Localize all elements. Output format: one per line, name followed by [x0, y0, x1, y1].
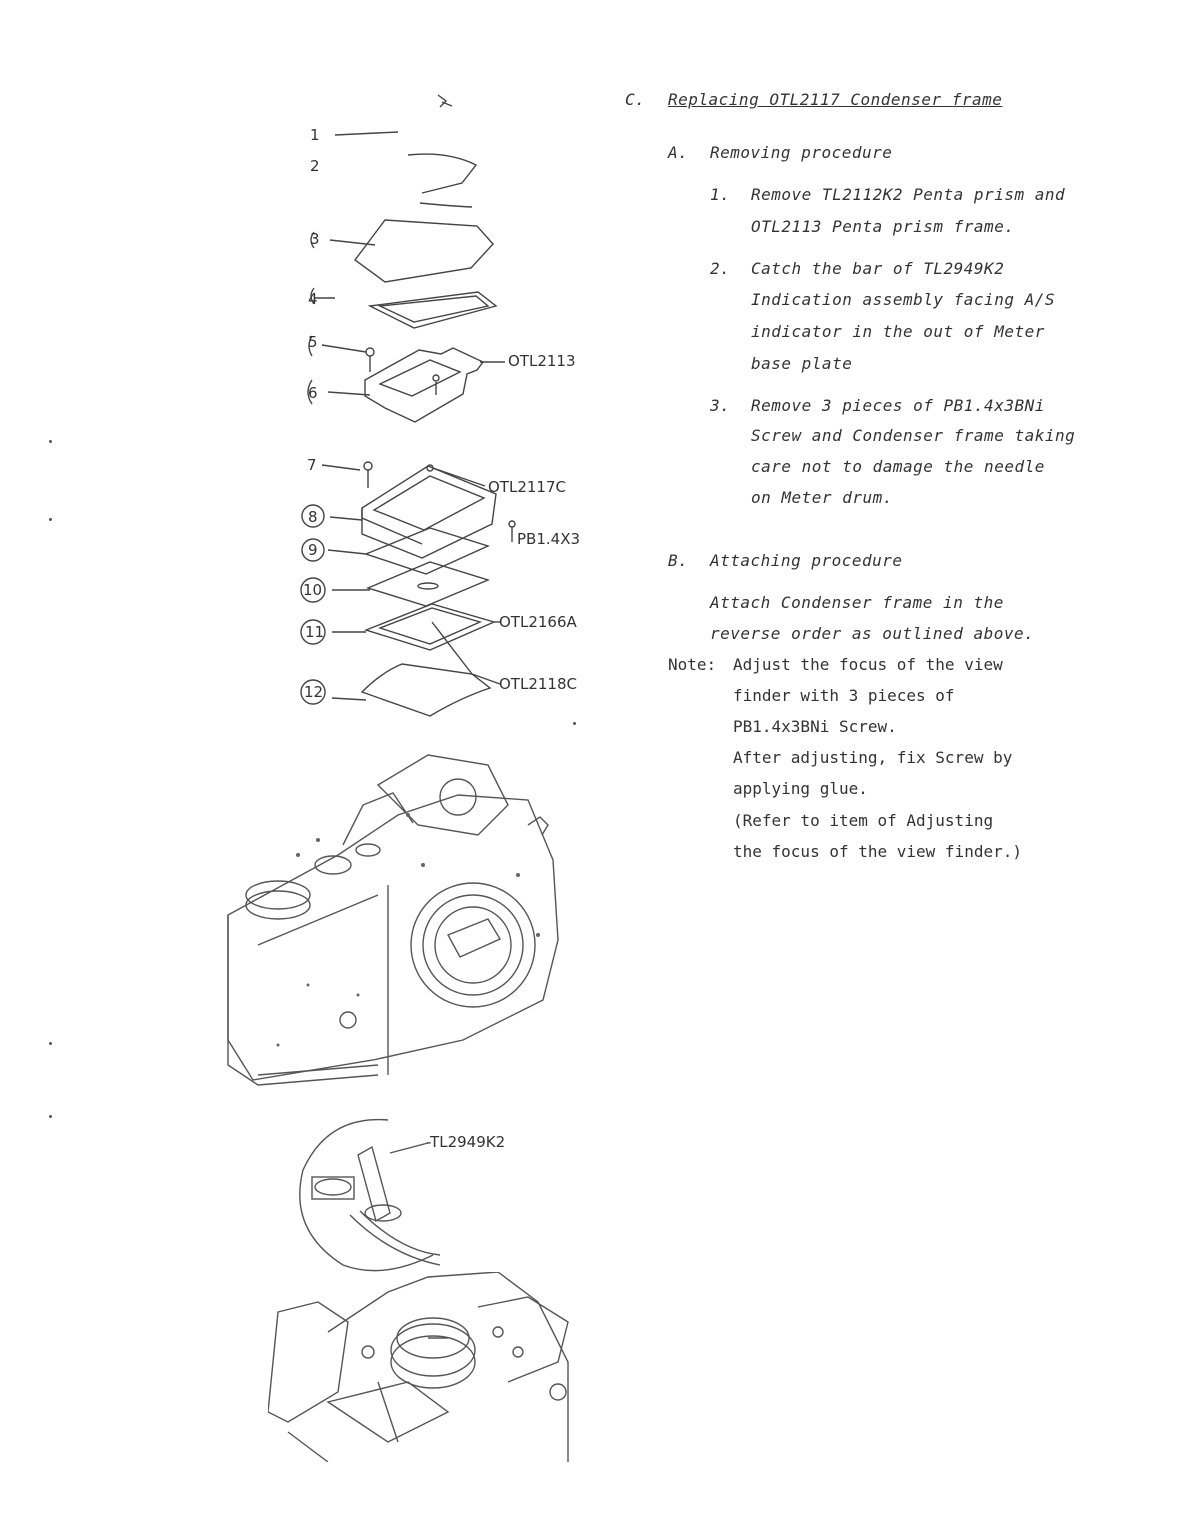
step-2-number: 2. [710, 259, 731, 278]
note-line-4: After adjusting, fix Screw by [733, 748, 1013, 767]
part-number-1: 1 [310, 126, 320, 144]
step-2-line-1: Catch the bar of TL2949K2 [751, 259, 1005, 278]
note-line-7: the focus of the view finder.) [733, 842, 1022, 861]
removing-marker: A. [668, 143, 689, 162]
part-number-11: 11 [305, 623, 325, 641]
step-1-line-1: Remove TL2112K2 Penta prism and [751, 185, 1066, 204]
part-number-9: 9 [308, 541, 318, 559]
margin-dot [49, 518, 52, 521]
attaching-line-2: reverse order as outlined above. [710, 624, 1035, 643]
note-label: Note: [668, 655, 717, 674]
part-number-7: 7 [307, 456, 317, 474]
part-number-3: 3 [310, 230, 320, 248]
note-line-3: PB1.4x3BNi Screw. [733, 717, 897, 736]
label-otl2118c: OTL2118C [499, 675, 577, 693]
step-3-line-4: on Meter drum. [751, 488, 893, 507]
step-2-line-3: indicator in the out of Meter [751, 322, 1045, 341]
note-line-1: Adjust the focus of the view [733, 655, 1003, 674]
step-3-number: 3. [710, 396, 731, 415]
label-otl2113: OTL2113 [508, 352, 576, 370]
part-number-4: 4 [308, 290, 318, 308]
part-number-5: 5 [308, 333, 318, 351]
part-number-6: 6 [308, 384, 318, 402]
step-1-number: 1. [710, 185, 731, 204]
step-2-line-2: Indication assembly facing A/S [751, 290, 1055, 309]
part-number-8: 8 [308, 508, 318, 526]
label-otl2117c: OTL2117C [488, 478, 566, 496]
note-line-5: applying glue. [733, 779, 868, 798]
attaching-marker: B. [668, 551, 689, 570]
camera-body-illustration [218, 745, 568, 1095]
label-tl2949k2: -TL2949K2 [426, 1133, 506, 1151]
step-3-line-2: Screw and Condenser frame taking [751, 426, 1076, 445]
margin-dot [573, 722, 576, 725]
attaching-title: Attaching procedure [710, 551, 903, 570]
section-title: Replacing OTL2117 Condenser frame [668, 90, 1003, 109]
margin-dot [49, 1115, 52, 1118]
label-otl2166a: OTL2166A [499, 613, 577, 631]
attaching-line-1: Attach Condenser frame in the [710, 593, 1004, 612]
note-line-6: (Refer to item of Adjusting [733, 811, 994, 830]
step-3-line-1: Remove 3 pieces of PB1.4x3BNi [751, 396, 1045, 415]
section-marker: C. [625, 90, 646, 109]
step-2-line-4: base plate [751, 354, 853, 373]
step-1-line-2: OTL2113 Penta prism frame. [751, 217, 1015, 236]
part-number-12: 12 [304, 683, 324, 701]
part-number-2: 2 [310, 157, 320, 175]
step-3-line-3: care not to damage the needle [751, 457, 1045, 476]
label-pb14x3: PB1.4X3 [517, 530, 581, 548]
margin-dot [49, 440, 52, 443]
margin-dot [49, 1042, 52, 1045]
part-number-10: 10 [303, 581, 323, 599]
removing-title: Removing procedure [710, 143, 893, 162]
note-line-2: finder with 3 pieces of [733, 686, 955, 705]
camera-top-mechanism-illustration [268, 1272, 588, 1462]
